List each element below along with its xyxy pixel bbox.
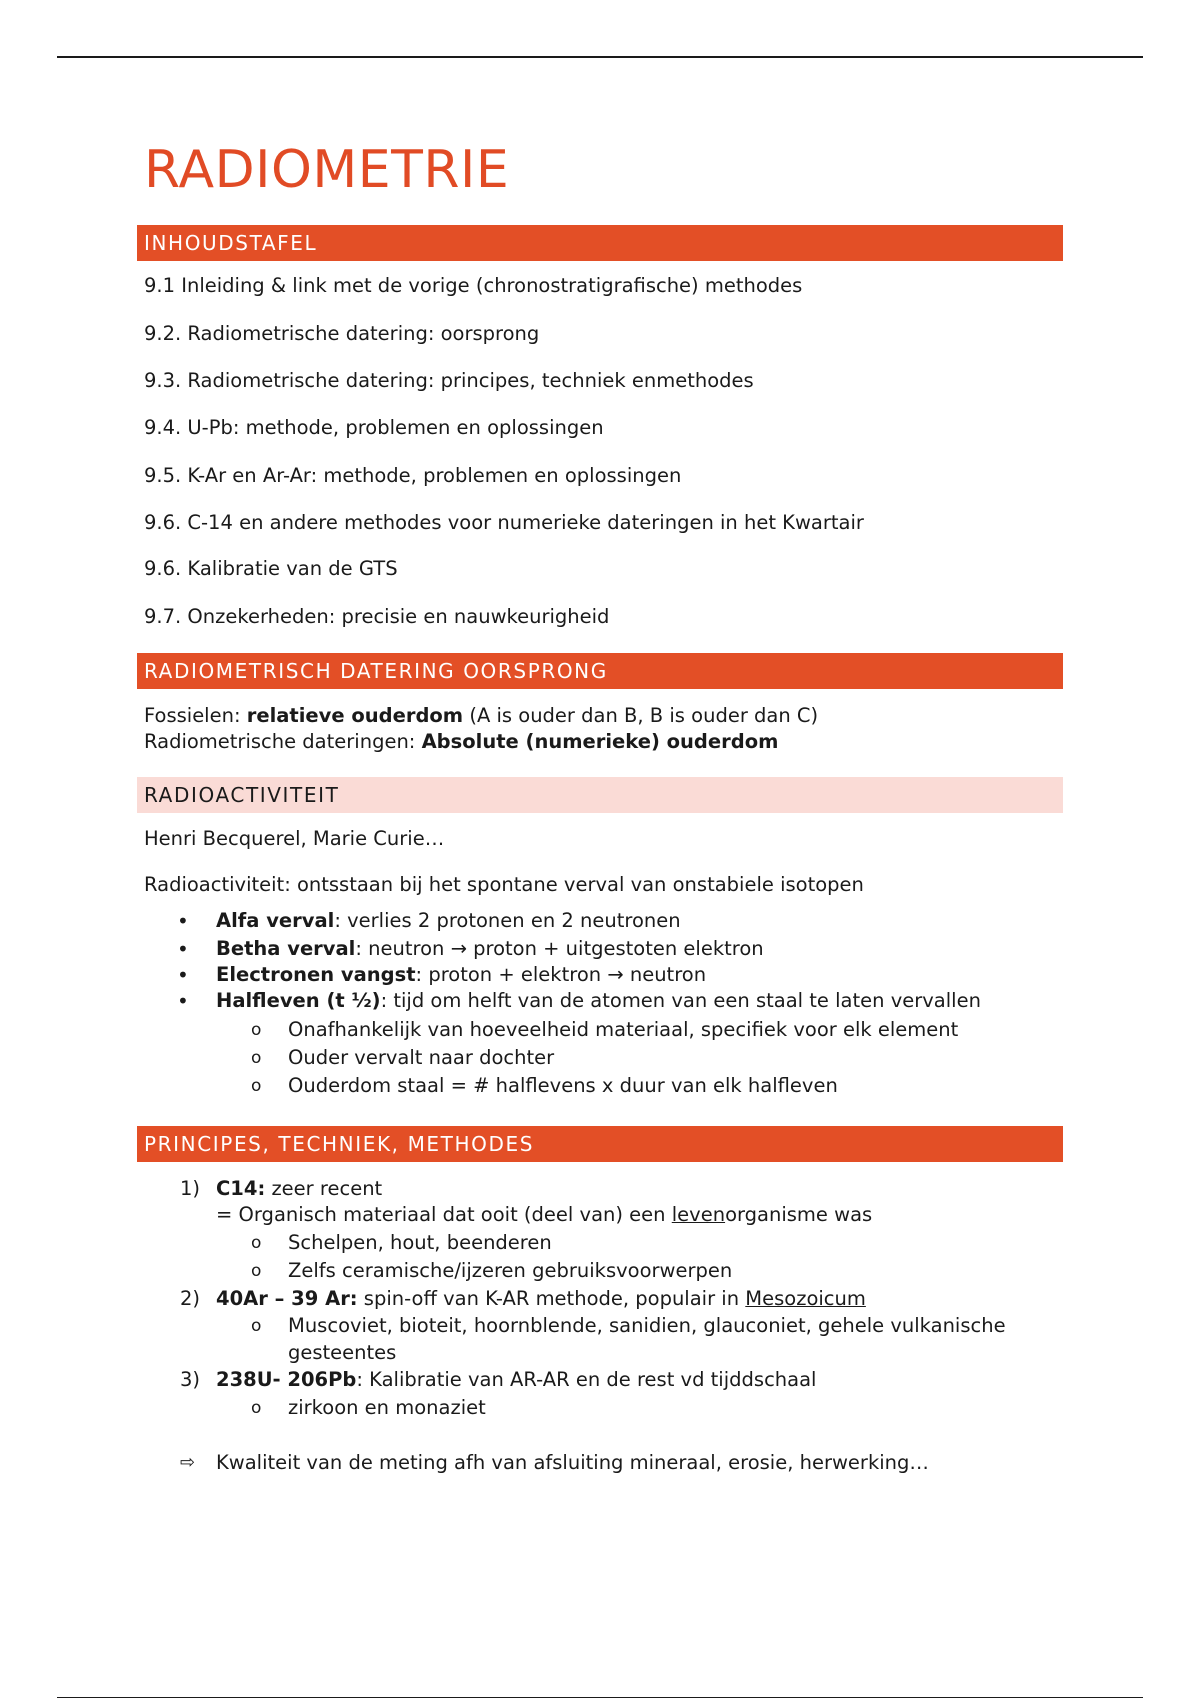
toc-heading: INHOUDSTAFEL [137, 225, 1063, 261]
bullet-dot: • [177, 963, 189, 987]
subbullet-mark: o [251, 1020, 262, 1040]
subbullet-item-continuation: gesteentes [288, 1341, 397, 1364]
subbullet-item: Onafhankelijk van hoeveelheid materiaal, specifiek voor elk element [288, 1018, 959, 1041]
list-number: 3) [180, 1368, 201, 1391]
subbullet-item: Ouderdom staal = # halflevens x duur van elk halfleven [288, 1074, 838, 1097]
method-continuation: = Organisch materiaal dat ooit (deel van) een levenorganisme was [216, 1203, 873, 1226]
subbullet-item: Ouder vervalt naar dochter [288, 1046, 555, 1069]
list-number: 1) [180, 1177, 201, 1200]
subbullet-mark: o [251, 1048, 262, 1068]
radioactiviteit-heading: RADIOACTIVITEIT [137, 777, 1063, 813]
toc-item[interactable]: 9.6. Kalibratie van de GTS [144, 557, 398, 580]
method-item: 40Ar – 39 Ar: spin-off van K-AR methode, populair in Mesozoicum [216, 1287, 866, 1310]
radiometrische-line: Radiometrische dateringen: Absolute (numerieke) ouderdom [144, 730, 779, 753]
top-rule [57, 56, 1143, 58]
subbullet-item: zirkoon en monaziet [288, 1396, 486, 1419]
toc-item[interactable]: 9.7. Onzekerheden: precisie en nauwkeurigheid [144, 605, 610, 628]
subbullet-mark: o [251, 1316, 262, 1336]
toc-item[interactable]: 9.2. Radiometrische datering: oorsprong [144, 322, 540, 345]
bullet-item: Electronen vangst: proton + elektron → neutron [216, 963, 707, 986]
toc-item[interactable]: 9.6. C-14 en andere methodes voor numerieke dateringen in het Kwartair [144, 511, 864, 534]
toc-item[interactable]: 9.1 Inleiding & link met de vorige (chronostratigrafische) methodes [144, 274, 803, 297]
toc-item[interactable]: 9.4. U-Pb: methode, problemen en oplossingen [144, 416, 604, 439]
intro-line: Radioactiviteit: ontsstaan bij het spontane verval van onstabiele isotopen [144, 873, 864, 896]
bullet-item: Alfa verval: verlies 2 protonen en 2 neutronen [216, 909, 681, 932]
bullet-dot: • [177, 909, 189, 933]
page-title: RADIOMETRIE [144, 140, 510, 200]
subbullet-mark: o [251, 1261, 262, 1281]
fossielen-line: Fossielen: relatieve ouderdom (A is ouder dan B, B is ouder dan C) [144, 704, 819, 727]
names-line: Henri Becquerel, Marie Curie… [144, 827, 445, 850]
conclusion-line: Kwaliteit van de meting afh van afsluiting mineraal, erosie, herwerking… [216, 1451, 929, 1474]
bullet-dot: • [177, 989, 189, 1013]
method-item: 238U- 206Pb: Kalibratie van AR-AR en de rest vd tijddschaal [216, 1368, 817, 1391]
subbullet-mark: o [251, 1233, 262, 1253]
principes-heading: PRINCIPES, TECHNIEK, METHODES [137, 1126, 1063, 1162]
method-item: C14: zeer recent [216, 1177, 383, 1200]
subbullet-mark: o [251, 1398, 262, 1418]
oorsprong-heading: RADIOMETRISCH DATERING OORSPRONG [137, 653, 1063, 689]
subbullet-mark: o [251, 1076, 262, 1096]
bullet-dot: • [177, 937, 189, 961]
toc-item[interactable]: 9.5. K-Ar en Ar-Ar: methode, problemen en oplossingen [144, 464, 682, 487]
subbullet-item: Muscoviet, bioteit, hoornblende, sanidien, glauconiet, gehele vulkanische [288, 1314, 1006, 1337]
subbullet-item: Schelpen, hout, beenderen [288, 1231, 552, 1254]
list-number: 2) [180, 1287, 201, 1310]
toc-item[interactable]: 9.3. Radiometrische datering: principes, techniek enmethodes [144, 369, 754, 392]
bullet-item: Halfleven (t ½): tijd om helft van de atomen van een staal te laten vervallen [216, 989, 981, 1012]
bottom-rule [57, 1697, 1143, 1698]
subbullet-item: Zelfs ceramische/ijzeren gebruiksvoorwerpen [288, 1259, 733, 1282]
bullet-item: Betha verval: neutron → proton + uitgestoten elektron [216, 937, 764, 960]
arrow-icon: ⇨ [180, 1452, 196, 1473]
